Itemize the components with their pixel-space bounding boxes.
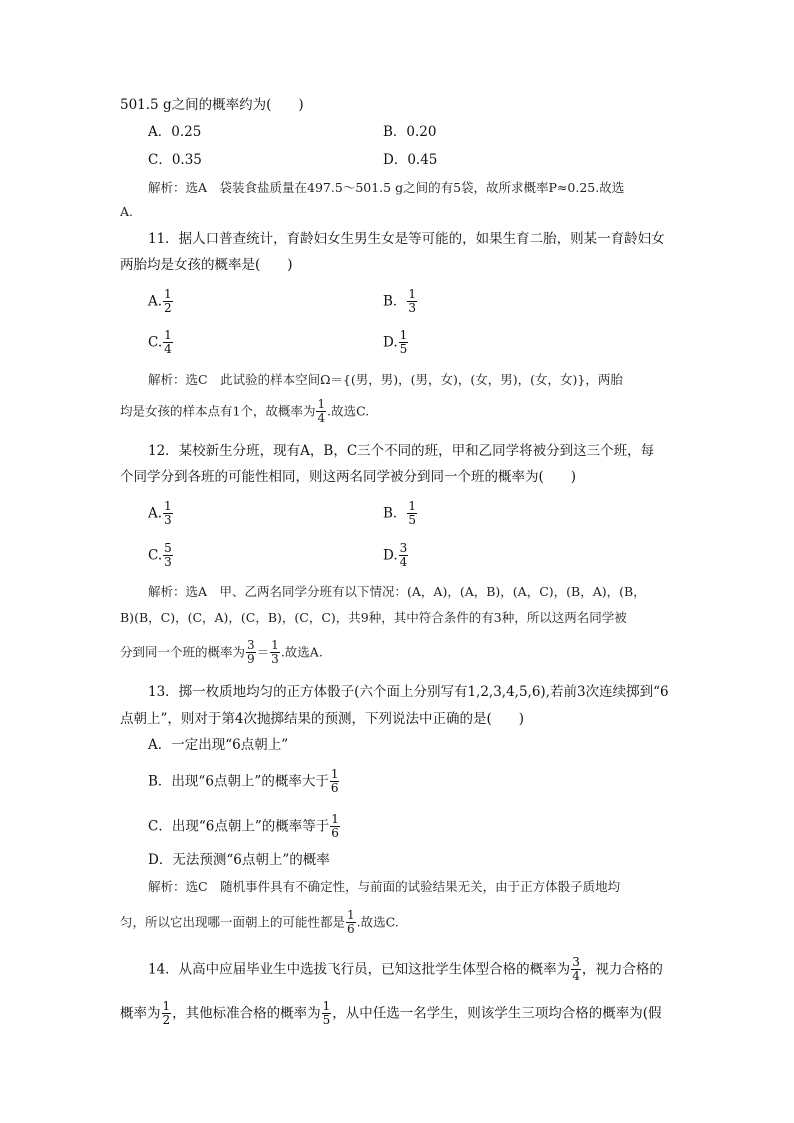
q12-option-b: B． $\frac{1}{5}$ [383,499,417,527]
q10-solution-line2: A. [120,204,134,219]
fraction: $\frac{1}{5}$ [322,999,331,1027]
fraction: $\frac{1}{5}$ [399,328,408,356]
q11-solution-line2: 均是女孩的样本点有1个，故概率为 $\frac{1}{4}$ .故选C. [120,397,370,425]
q13-option-c: C．出现“6点朝上”的概率等于 $\frac{1}{6}$ [148,812,339,840]
fraction: $\frac{1}{3}$ [271,638,279,666]
q12-option-d: D. $\frac{3}{4}$ [383,541,408,569]
q11-option-b: B． $\frac{1}{3}$ [383,287,417,315]
fraction: $\frac{1}{3}$ [408,287,417,315]
q10-stem: 501.5 g之间的概率约为( ) [120,97,304,113]
q13-solution-line1: 解析：选C 随机事件具有不确定性，与前面的试验结果无关，由于正方体骰子质地均 [148,879,621,894]
q12-stem-line2: 个同学分到各班的可能性相同，则这两名同学被分到同一个班的概率为( ) [120,469,577,485]
q14-stem-line2: 概率为 $\frac{1}{2}$ ，其他标准合格的概率为 $\frac{1}{5}$ ，从中任选一名学生，则该学生三项均合格的概率为(假 [120,999,662,1027]
q13-option-d: D．无法预测“6点朝上”的概率 [148,852,330,868]
fraction: $\frac{3}{4}$ [572,955,580,983]
fraction: $\frac{1}{6}$ [330,767,339,795]
fraction: $\frac{1}{6}$ [347,908,355,936]
q12-solution-line3: 分到同一个班的概率为 $\frac{3}{9}$ ＝ $\frac{1}{3}$ .故选A. [120,638,323,666]
q10-option-c: C．0.35 [148,152,202,168]
q12-option-a: A. $\frac{1}{3}$ [148,499,172,527]
q10-option-b: B．0.20 [383,124,437,140]
fraction: $\frac{1}{2}$ [164,287,172,315]
q12-stem-line1: 12．某校新生分班，现有A，B，C三个不同的班，甲和乙同学将被分到这三个班，每 [148,443,655,459]
q11-stem-line1: 11．据人口普查统计，育龄妇女生男生女是等可能的，如果生育二胎，则某一育龄妇女 [148,231,665,247]
q10-solution-line1: 解析：选A 袋装食盐质量在497.5～501.5 g之间的有5袋，故所求概率P≈0.25.故选 [148,180,625,195]
q13-option-a: A．一定出现“6点朝上” [148,737,289,753]
fraction: $\frac{3}{9}$ [247,638,255,666]
q12-solution-line2: B)(B，C)，(C，A)，(C，B)，(C，C)，共9种，其中符合条件的有3种，所以这两名同学被 [120,610,627,625]
q13-option-b: B．出现“6点朝上”的概率大于 $\frac{1}{6}$ [148,767,339,795]
fraction: $\frac{1}{4}$ [164,328,172,356]
fraction: $\frac{1}{4}$ [317,397,326,425]
q12-option-c: C. $\frac{5}{3}$ [148,541,172,569]
q13-stem-line1: 13．掷一枚质地均匀的正方体骰子(六个面上分别写有1,2,3,4,5,6),若前3次连续掷到“6 [148,684,669,700]
fraction: $\frac{1}{2}$ [162,999,171,1027]
q11-option-c: C. $\frac{1}{4}$ [148,328,172,356]
q13-stem-line2: 点朝上”，则对于第4次抛掷结果的预测，下列说法中正确的是( ) [120,711,525,727]
fraction: $\frac{1}{3}$ [164,499,172,527]
q11-stem-line2: 两胎均是女孩的概率是( ) [120,257,293,273]
q14-stem-line1: 14．从高中应届毕业生中选拔飞行员，已知这批学生体型合格的概率为 $\frac{3}{4}$ ，视力合格的 [148,955,663,983]
q12-solution-line1: 解析：选A 甲、乙两名同学分班有以下情况：(A，A)，(A，B)，(A，C)，(B，A)，(B， [148,584,646,599]
fraction: $\frac{5}{3}$ [164,541,172,569]
fraction: $\frac{1}{6}$ [331,812,339,840]
q10-option-a: A．0.25 [148,124,202,140]
q13-solution-line2: 匀，所以它出现哪一面朝上的可能性都是 $\frac{1}{6}$ .故选C. [120,908,399,936]
q11-solution-line1: 解析：选C 此试验的样本空间Ω＝{(男，男)，(男，女)，(女，男)，(女，女)}，两胎 [148,372,623,387]
fraction: $\frac{3}{4}$ [399,541,408,569]
q11-option-a: A. $\frac{1}{2}$ [148,287,172,315]
q10-option-d: D．0.45 [383,152,438,168]
q11-option-d: D. $\frac{1}{5}$ [383,328,408,356]
fraction: $\frac{1}{5}$ [408,499,417,527]
